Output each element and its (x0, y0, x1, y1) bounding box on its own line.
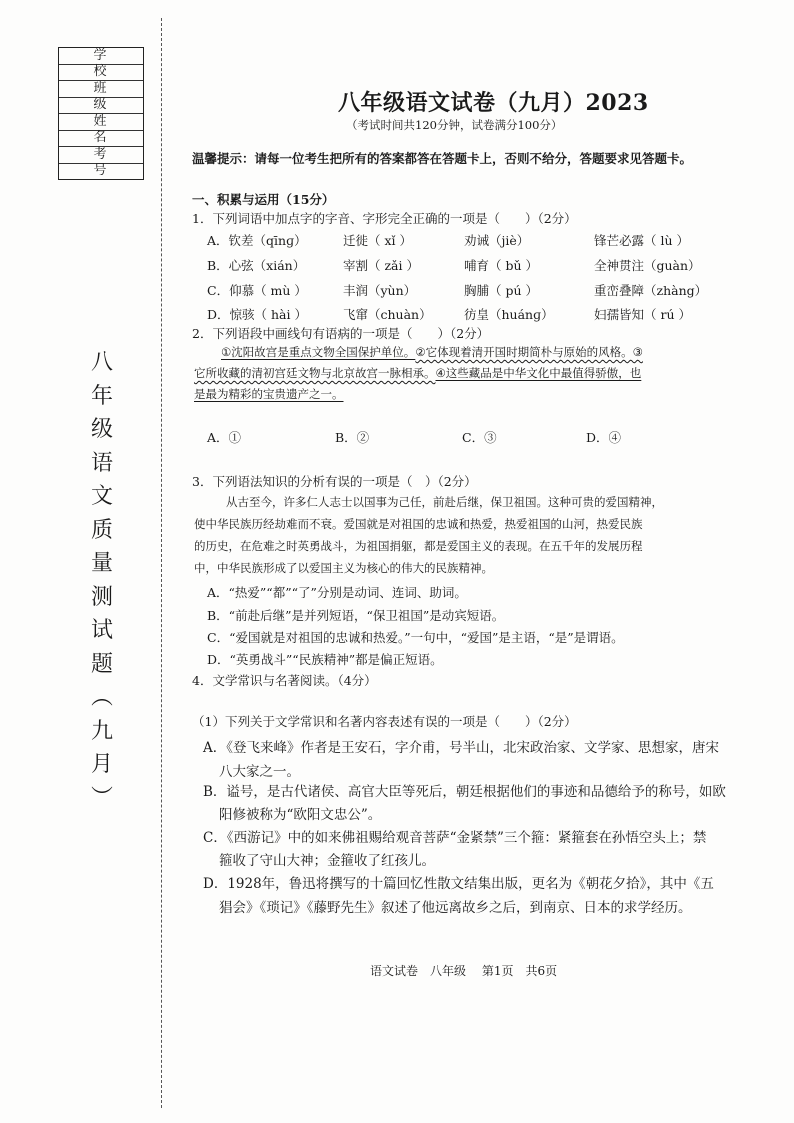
question-2-stem: 2．下列语段中画线句有语病的一项是（ ）（2分） (192, 326, 490, 341)
q3-passage-line-1: 从古至今，许多仁人志士以国事为己任，前赴后继，保卫祖国。这种可贵的爱国精神， (226, 495, 663, 509)
q3-option-a: A．“热爱”“都”“了”分别是动词、连词、助词。 (207, 585, 467, 600)
q2-option-a: A．① (207, 430, 242, 445)
question-4-stem: 4．文学常识与名著阅读。（4分） (192, 673, 377, 688)
q1-option-a-1: A．钦差（qīnɡ） (207, 233, 307, 248)
q4-sub-question-1: （1）下列关于文学常识和名著内容表述有误的一项是（ ）（2分） (192, 714, 577, 729)
school-field[interactable] (59, 48, 143, 81)
class-field[interactable] (59, 81, 143, 114)
q2-sentence-4-end: 是最为精彩的宝贵遗产之一。 (194, 387, 344, 401)
q1-option-c-2: 丰润（yùn） (343, 283, 417, 298)
page-title: 八年级语文试卷（九月）2023 (338, 90, 649, 116)
q4-option-c-line-1: C．《西游记》中的如来佛祖赐给观音菩萨“金紧禁”三个箍：紧箍套在孙悟空头上；禁 (203, 830, 707, 846)
binding-dashed-line (161, 18, 162, 1108)
q2-sentence-4: ④这些藏品是中华文化中最值得骄傲，也 (435, 366, 642, 380)
page-footer: 语文试卷 八年级 第1页 共6页 (370, 964, 558, 978)
q1-option-d-4: 妇孺皆知（ rú ） (594, 307, 691, 322)
q1-option-b-4: 全神贯注（guàn） (594, 258, 701, 273)
school-label: 学 校 (59, 48, 143, 65)
reminder-tip: 温馨提示：请每一位考生把所有的答案都答在答题卡上，否则不给分，答题要求见答题卡。 (192, 151, 693, 166)
side-vertical-title: 八 年 级 语 文 质 量 测 试 题 ︵ 九 月 ︶ (90, 350, 113, 811)
q1-option-a-4: 锋芒必露（ lù ） (594, 233, 689, 248)
name-field[interactable] (59, 114, 143, 147)
q2-option-d: D．④ (586, 430, 622, 445)
class-label: 班 级 (59, 81, 143, 98)
q1-option-b-2: 宰割（ zǎi ） (343, 258, 419, 273)
q3-option-b: B．“前赴后继”是并列短语，“保卫祖国”是动宾短语。 (207, 608, 505, 623)
q4-option-d-line-1: D．1928年，鲁迅将撰写的十篇回忆性散文结集出版，更名为《朝花夕拾》，其中《五 (203, 876, 714, 892)
q1-option-c-4: 重峦叠障（zhàng） (594, 283, 708, 298)
q2-sentence-1: ①沈阳故宫是重点文物全国保护单位。 (221, 345, 416, 359)
exam-subtitle: （考试时间共120分钟，试卷满分100分） (346, 118, 563, 132)
student-info-box (58, 47, 144, 180)
q1-option-b-1: B．心弦（xián） (207, 258, 306, 273)
q4-option-d-line-2: 猖会》《琐记》《藤野先生》叙述了他远离故乡之后，到南京、日本的求学经历。 (219, 900, 692, 916)
q4-option-b-line-1: B．谥号，是古代诸侯、高官大臣等死后，朝廷根据他们的事迹和品德给予的称号，如欧 (203, 784, 726, 800)
q1-option-d-2: 飞窜（chuàn） (343, 307, 432, 322)
q3-option-c: C．“爱国就是对祖国的忠诚和热爱。”一句中，“爱国”是主语，“是”是谓语。 (207, 630, 624, 645)
q2-passage-line-3 (194, 386, 344, 402)
question-1-stem: 1．下列词语中加点字的字音、字形完全正确的一项是（ ）（2分） (192, 211, 577, 226)
q4-option-b-line-2: 阳修被称为“欧阳文忠公”。 (219, 807, 382, 823)
q3-passage-line-4: 中，中华民族形成了以爱国主义为核心的伟大的民族精神。 (194, 561, 493, 575)
q3-passage-line-3: 的历史，在危难之时英勇战斗，为祖国捐躯，都是爱国主义的表现。在五千年的发展历程 (194, 539, 643, 553)
q1-option-c-3: 胸脯（ pú ） (464, 283, 538, 298)
q3-option-d: D．“英勇战斗”“民族精神”都是偏正短语。 (207, 652, 443, 667)
q4-option-c-line-2: 箍收了守山大神；金箍收了红孩儿。 (219, 853, 435, 869)
exam-number-field[interactable] (59, 147, 143, 179)
q4-option-a-line-2: 八大家之一。 (219, 764, 300, 780)
exam-number-label: 考 号 (59, 147, 143, 164)
q2-option-c: C．③ (462, 430, 497, 445)
q3-passage-line-2: 使中华民族历经劫难而不衰。爱国就是对祖国的忠诚和热爱，热爱祖国的山河，热爱民族 (194, 517, 643, 531)
q1-option-a-2: 迁徙（ xǐ ） (343, 233, 412, 248)
q4-option-a-line-1: A．《登飞来峰》作者是王安石，字介甫，号半山，北宋政治家、文学家、思想家，唐宋 (203, 740, 719, 756)
section-heading: 一、积累与运用（15分） (192, 192, 335, 207)
q1-option-c-1: C．仰慕（ mù ） (207, 283, 307, 298)
q2-sentence-2: ②它体现着清开国时期简朴与原始的风格。③ (415, 345, 643, 359)
q1-option-d-1: D．惊骇（ hài ） (207, 307, 307, 322)
q2-option-b: B．② (335, 430, 370, 445)
q2-sentence-3: 它所收藏的清初宫廷文物与北京故宫一脉相承。 (194, 366, 436, 380)
q1-option-d-3: 彷皇（huánɡ） (464, 307, 554, 322)
question-3-stem: 3．下列语法知识的分析有误的一项是（ ）（2分） (192, 474, 477, 489)
q2-passage-line-1 (221, 344, 643, 360)
name-label: 姓 名 (59, 114, 143, 131)
q1-option-a-3: 劝诫（jiè） (464, 233, 530, 248)
q2-passage-line-2 (194, 365, 641, 381)
q1-option-b-3: 哺育（ bǔ ） (464, 258, 538, 273)
